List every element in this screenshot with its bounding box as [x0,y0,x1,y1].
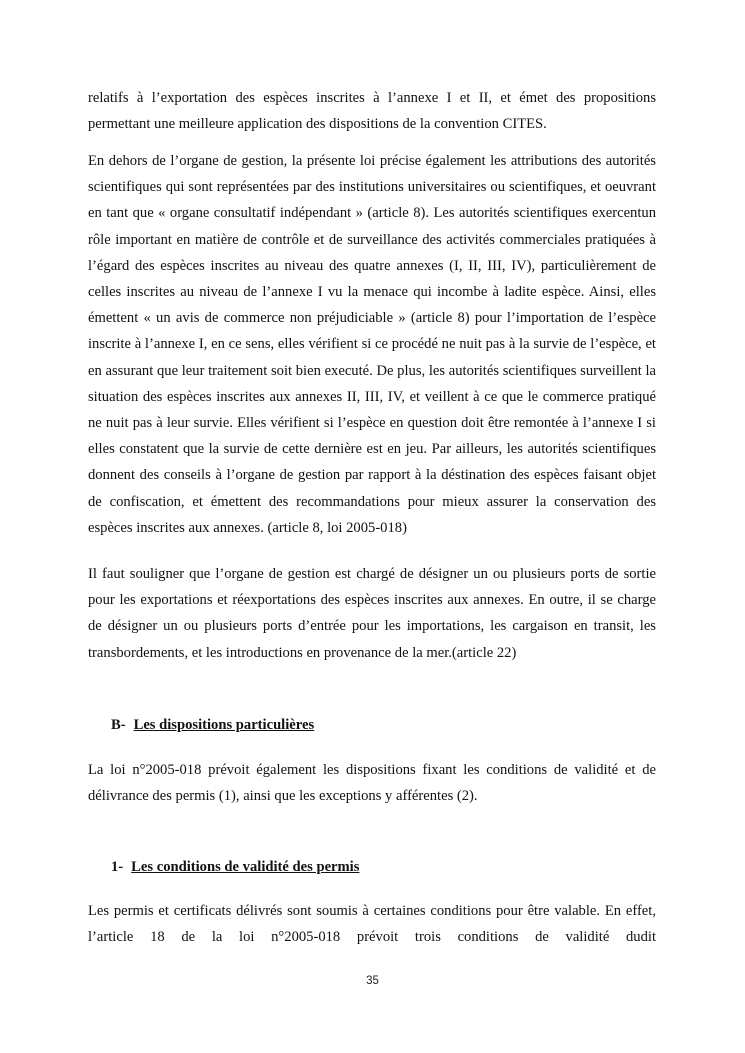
paragraph-intro: relatifs à l’exportation des espèces inscrites à l’annexe I et II, et émet des propositions permettant une meilleure application des dispositions de la convention CITES. [88,90,656,133]
paragraph-scientific-authorities: En dehors de l’organe de gestion, la présente loi précise également les attributions des autorités scientifiques qui sont représentées par des institutions universitaires ou scientifiques, et oeuvrant en tant que « organe consultatif indépendant » (article 8). Les autorités scientifiques exercentun rôle important en matière de contrôle et de surveillance des activités commerciales pratiquées à l’égard des espèces inscrites au niveau des quatre annexes (I, II, III, IV), particulièrement de celles inscrites au niveau de l’annexe I vu la menace qui incombe à ladite espèce. Ainsi, elles émettent « un avis de commerce non préjudiciable » (article 8) pour l’importation de l’espèce inscrite à l’annexe I, en ce sens, elles vérifient si ce procédé ne nuit pas à la survie de l’espèce, et en assurant que leur traitement soit bien executé. De plus, les autorités scientifiques surveillent la situation des espèces inscrites aux annexes II, III, IV, et veillent à ce que le commerce pratiqué ne nuit pas à leur survie. Elles vérifient si l’espèce en question doit être remontée à l’annexe I si elles constatent que la survie de cette dernière est en jeu. Par ailleurs, les autorités scientifiques donnent des conseils à l’organe de gestion par rapport à la déstination des espèces faisant objet de confiscation, et émettent des recommandations pour mieux assurer la conservation des espèces inscrites aux annexes. (article 8, loi 2005-018) [88,153,656,536]
section-number: B- [111,717,126,733]
page-number: 35 [366,975,379,987]
subsection-heading-1 [111,859,359,876]
paragraph-ports: Il faut souligner que l’organe de gestion est chargé de désigner un ou plusieurs ports de sortie pour les exportations et réexportations des espèces inscrites aux annexes. En outre, il se charge de désigner un ou plusieurs ports d’entrée pour les importations, les cargaison en transit, les transbordements, et les introductions en provenance de la mer.(article 22) [88,566,656,661]
paragraph-dispositions: La loi n°2005-018 prévoit également les dispositions fixant les conditions de validité et de délivrance des permis (1), ainsi que les exceptions y afférentes (2). [88,762,656,805]
section-heading-b [111,717,314,734]
subsection-number: 1- [111,859,124,875]
paragraph-permits: Les permis et certificats délivrés sont soumis à certaines conditions pour être valable. En effet, l’article 18 de la loi n°2005-018 prévoit trois conditions de validité dudit [88,903,656,946]
section-title: Les dispositions particulières [133,717,315,733]
subsection-title: Les conditions de validité des permis [131,859,360,875]
